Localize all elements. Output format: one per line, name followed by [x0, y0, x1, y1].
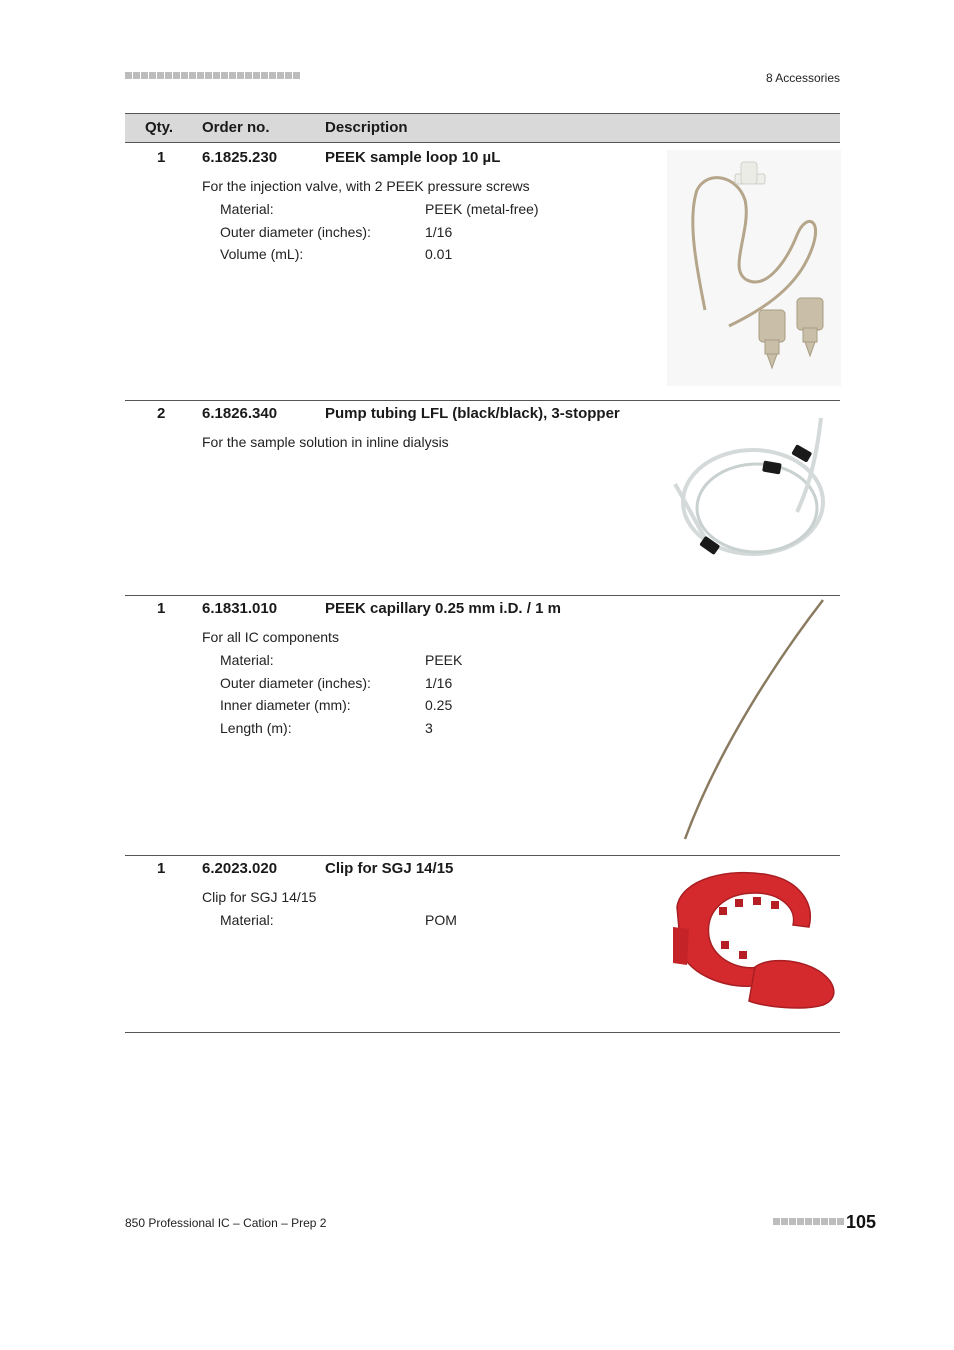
spec-value: 0.25 [425, 697, 453, 714]
sgj-clip-image [669, 867, 841, 1011]
table-row [125, 144, 840, 400]
page-number: 105 [846, 1212, 877, 1232]
item-title: PEEK sample loop 10 µL [325, 149, 501, 166]
item-title: Pump tubing LFL (black/black), 3-stopper [325, 405, 620, 422]
spec-row [220, 246, 580, 269]
spec-value: POM [425, 912, 457, 928]
pump-tubing-image [671, 412, 839, 572]
spec-label: Material: [220, 201, 274, 217]
spec-value: PEEK [425, 652, 463, 668]
table-end-divider [125, 1032, 840, 1033]
section-title: 8 Accessories [765, 71, 840, 85]
spec-value: 3 [425, 720, 433, 737]
header-order-no: Order no. [202, 119, 270, 136]
spec-label: Material: [220, 912, 274, 928]
item-description: Clip for SGJ 14/15 [202, 889, 317, 905]
header-description: Description [325, 119, 408, 136]
item-title: Clip for SGJ 14/15 [325, 860, 454, 877]
spec-row [220, 720, 580, 743]
spec-value: 1/16 [425, 674, 453, 691]
spec-row [220, 675, 580, 698]
table-row [125, 855, 840, 1032]
spec-label: Outer diameter (inches): [220, 223, 371, 240]
item-qty: 1 [157, 600, 166, 617]
sample-loop-image [667, 150, 841, 386]
header-qty: Qty. [145, 119, 174, 136]
item-order-no: 6.1825.230 [202, 149, 278, 166]
item-description: For the sample solution in inline dialysis [202, 434, 449, 450]
footer-decoration [773, 1218, 844, 1225]
footer-title: 850 Professional IC – Cation – Prep 2 [125, 1216, 327, 1230]
spec-label: Inner diameter (mm): [220, 697, 351, 714]
spec-label: Volume (mL): [220, 246, 304, 263]
item-title: PEEK capillary 0.25 mm i.D. / 1 m [325, 600, 561, 617]
spec-label: Length (m): [220, 720, 292, 737]
peek-capillary-image [679, 597, 829, 843]
row-divider [125, 400, 840, 401]
item-specs [220, 201, 580, 269]
item-specs [220, 652, 580, 743]
table-row [125, 400, 840, 595]
spec-row [220, 912, 580, 935]
item-specs [220, 912, 580, 935]
spec-row [220, 697, 580, 720]
spec-row [220, 201, 580, 224]
row-divider [125, 595, 840, 596]
spec-value: PEEK (metal-free) [425, 201, 539, 217]
item-description: For the injection valve, with 2 PEEK pressure screws [202, 178, 530, 194]
spec-row [220, 652, 580, 675]
table-row [125, 595, 840, 855]
item-order-no: 6.1831.010 [202, 600, 278, 617]
table-header [125, 113, 840, 143]
spec-label: Material: [220, 652, 274, 668]
item-qty: 2 [157, 405, 166, 422]
spec-row [220, 224, 580, 247]
row-divider [125, 855, 840, 856]
item-description: For all IC components [202, 629, 339, 645]
spec-value: 1/16 [425, 223, 453, 240]
item-order-no: 6.2023.020 [202, 860, 278, 877]
item-qty: 1 [157, 149, 166, 166]
spec-value: 0.01 [425, 246, 453, 263]
header-decoration [125, 72, 300, 79]
item-qty: 1 [157, 860, 166, 877]
item-order-no: 6.1826.340 [202, 405, 278, 422]
spec-label: Outer diameter (inches): [220, 674, 371, 691]
